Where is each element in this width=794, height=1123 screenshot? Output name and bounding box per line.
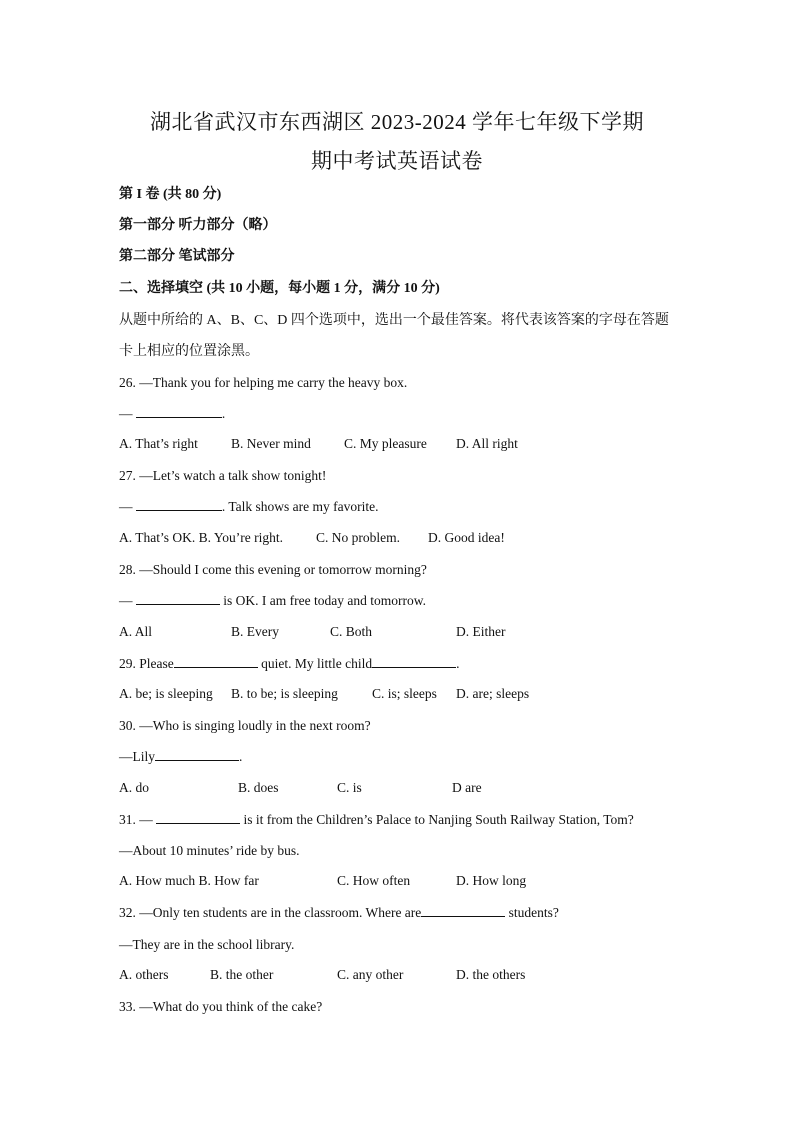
question-31-option-ab: A. How much B. How far	[119, 873, 259, 888]
question-29-stem	[119, 655, 460, 673]
question-33-stem: 33. —What do you think of the cake?	[119, 999, 323, 1014]
instructions-line1: 从题中所给的 A、B、C、D 四个选项中，选出一个最佳答案。将代表该答案的字母在答题	[119, 313, 669, 328]
instructions-line2: 卡上相应的位置涂黑。	[119, 344, 259, 359]
stem-suffix: students?	[505, 905, 559, 920]
reply-prefix: —Lily	[119, 749, 155, 764]
question-30-option-d: D are	[452, 780, 482, 795]
question-26-stem: 26. —Thank you for helping me carry the heavy box.	[119, 375, 408, 390]
question-26-reply	[119, 405, 225, 423]
question-32-option-b: B. the other	[210, 967, 274, 982]
section-title: 二、选择填空 (共 10 小题，每小题 1 分，满分 10 分)	[119, 281, 440, 296]
question-30-option-b: B. does	[238, 780, 279, 795]
part2-heading: 第二部分 笔试部分	[119, 249, 235, 264]
question-28-stem: 28. —Should I come this evening or tomorrow morning?	[119, 562, 427, 577]
question-28-option-d: D. Either	[456, 624, 506, 639]
question-31-stem	[119, 811, 634, 829]
volume-heading: 第 I 卷 (共 80 分)	[119, 187, 222, 202]
question-28-option-c: C. Both	[330, 624, 373, 639]
question-26-option-d: D. All right	[456, 436, 518, 451]
stem-suffix: is it from the Children’s Palace to Nanjing South Railway Station, Tom?	[240, 812, 634, 827]
question-27-option-ab: A. That’s OK. B. You’re right.	[119, 530, 284, 545]
question-31-option-d: D. How long	[456, 873, 527, 888]
stem-prefix: 29. Please	[119, 656, 174, 671]
question-30-stem: 30. —Who is singing loudly in the next room?	[119, 718, 371, 733]
question-26-option-b: B. Never mind	[231, 436, 311, 451]
stem-prefix: 31. —	[119, 812, 157, 827]
question-28-reply	[119, 592, 426, 610]
reply-prefix: —	[119, 593, 136, 608]
question-29-option-d: D. are; sleeps	[456, 686, 530, 701]
answer-blank	[136, 498, 222, 511]
reply-suffix: .	[239, 749, 243, 764]
question-29-option-b: B. to be; is sleeping	[231, 686, 338, 701]
question-27-reply	[119, 498, 379, 516]
answer-blank-2	[372, 655, 456, 668]
question-32-reply: —They are in the school library.	[119, 937, 295, 952]
answer-blank-1	[174, 655, 258, 668]
question-29-option-c: C. is; sleeps	[372, 686, 437, 701]
stem-suffix: .	[456, 656, 460, 671]
question-28-option-b: B. Every	[231, 624, 279, 639]
reply-suffix: . Talk shows are my favorite.	[221, 499, 379, 514]
question-27-option-d: D. Good idea!	[428, 530, 505, 545]
exam-title-line2: 期中考试英语试卷	[311, 149, 483, 173]
question-32-stem	[119, 904, 559, 922]
answer-blank	[421, 904, 505, 917]
question-27-option-c: C. No problem.	[316, 530, 400, 545]
question-32-option-a: A. others	[119, 967, 169, 982]
question-31-option-c: C. How often	[337, 873, 411, 888]
reply-prefix: —	[119, 406, 136, 421]
stem-prefix: 32. —Only ten students are in the classroom. Where are	[119, 905, 422, 920]
reply-prefix: —	[119, 499, 136, 514]
reply-suffix: is OK. I am free today and tomorrow.	[219, 593, 426, 608]
question-28-option-a: A. All	[119, 624, 153, 639]
answer-blank	[155, 748, 239, 761]
question-26-option-a: A. That’s right	[119, 436, 198, 451]
answer-blank	[156, 811, 240, 824]
question-26-option-c: C. My pleasure	[344, 436, 427, 451]
answer-blank	[136, 405, 222, 418]
stem-middle: quiet. My little child	[257, 656, 373, 671]
question-29-option-a: A. be; is sleeping	[119, 686, 213, 701]
exam-title-line1: 湖北省武汉市东西湖区 2023-2024 学年七年级下学期	[150, 110, 644, 134]
question-32-option-d: D. the others	[456, 967, 526, 982]
question-32-option-c: C. any other	[337, 967, 404, 982]
answer-blank	[136, 592, 220, 605]
question-30-option-a: A. do	[119, 780, 149, 795]
reply-suffix: .	[221, 406, 226, 421]
question-30-option-c: C. is	[337, 780, 362, 795]
part1-heading: 第一部分 听力部分（略）	[119, 218, 277, 233]
question-30-reply	[119, 748, 242, 766]
question-31-reply: —About 10 minutes’ ride by bus.	[119, 843, 300, 858]
question-27-stem: 27. —Let’s watch a talk show tonight!	[119, 468, 327, 483]
